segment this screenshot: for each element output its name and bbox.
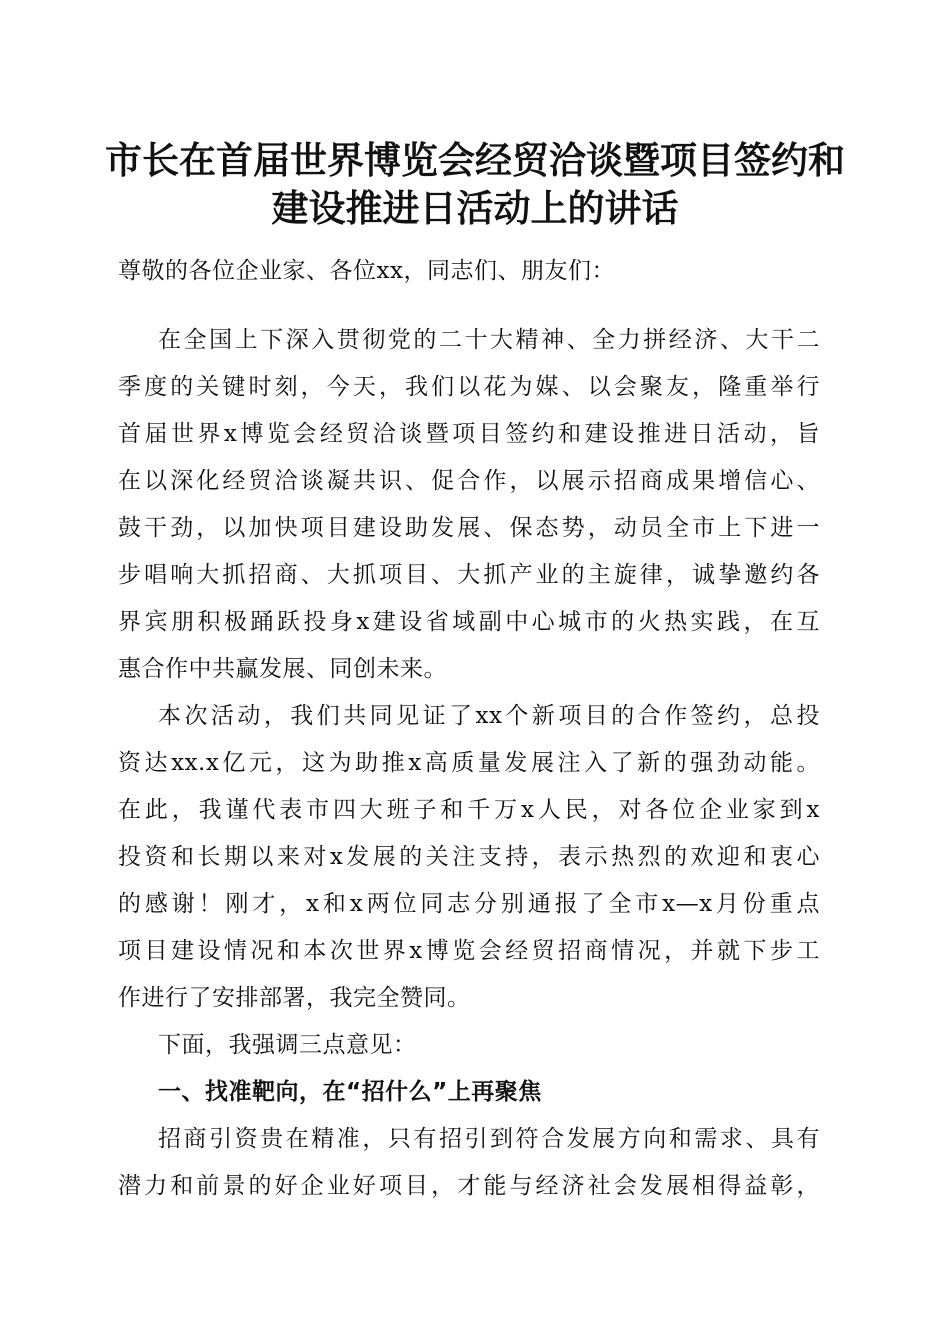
paragraph-1-line-1: 在全国上下深入贯彻党的二十大精神、全力拼经济、大干二 [158,327,820,353]
document-title-line-2: 建设推进日活动上的讲话 [271,186,679,230]
paragraph-1-line-7: 界宾朋积极踊跃投身x建设省域副中心城市的火热实践，在互 [118,609,820,635]
paragraph-2-line-5: 的感谢！刚才，x和x两位同志分别通报了全市x—x月份重点 [118,891,820,917]
paragraph-1-line-5: 鼓干劲，以加快项目建设助发展、保态势，动员全市上下进一 [118,515,820,541]
paragraph-2-line-2: 资达xx.x亿元，这为助推x高质量发展注入了新的强劲动能。 [118,750,820,776]
paragraph-2-line-4: 投资和长期以来对x发展的关注支持，表示热烈的欢迎和衷心 [118,844,820,870]
salutation: 尊敬的各位企业家、各位xx，同志们、朋友们： [118,258,615,284]
document-title-line-1: 市长在首届世界博览会经贸洽谈暨项目签约和 [105,138,845,182]
paragraph-1-line-3: 首届世界x博览会经贸洽谈暨项目签约和建设推进日活动，旨 [118,421,820,447]
paragraph-2-line-7: 作进行了安排部署，我完全赞同。 [118,985,471,1011]
paragraph-2-line-6: 项目建设情况和本次世界x博览会经贸招商情况，并就下步工 [118,938,820,964]
paragraph-1-line-4: 在以深化经贸洽谈凝共识、促合作，以展示招商成果增信心、 [118,468,820,494]
paragraph-1-line-8: 惠合作中共赢发展、同创未来。 [118,656,447,682]
paragraph-3-line-1: 下面，我强调三点意见： [158,1032,417,1058]
section-heading-1: 一、找准靶向，在“招什么”上再聚焦 [158,1079,542,1105]
paragraph-1-line-2: 季度的关键时刻，今天，我们以花为媒、以会聚友，隆重举行 [118,374,820,400]
paragraph-4-line-2: 潜力和前景的好企业好项目，才能与经济社会发展相得益彰， [118,1173,820,1199]
paragraph-2-line-1: 本次活动，我们共同见证了xx个新项目的合作签约，总投 [158,703,820,729]
paragraph-2-line-3: 在此，我谨代表市四大班子和千万x人民，对各位企业家到x [118,797,820,823]
paragraph-4-line-1: 招商引资贵在精准，只有招引到符合发展方向和需求、具有 [158,1126,820,1152]
paragraph-1-line-6: 步唱响大抓招商、大抓项目、大抓产业的主旋律，诚挚邀约各 [118,562,820,588]
